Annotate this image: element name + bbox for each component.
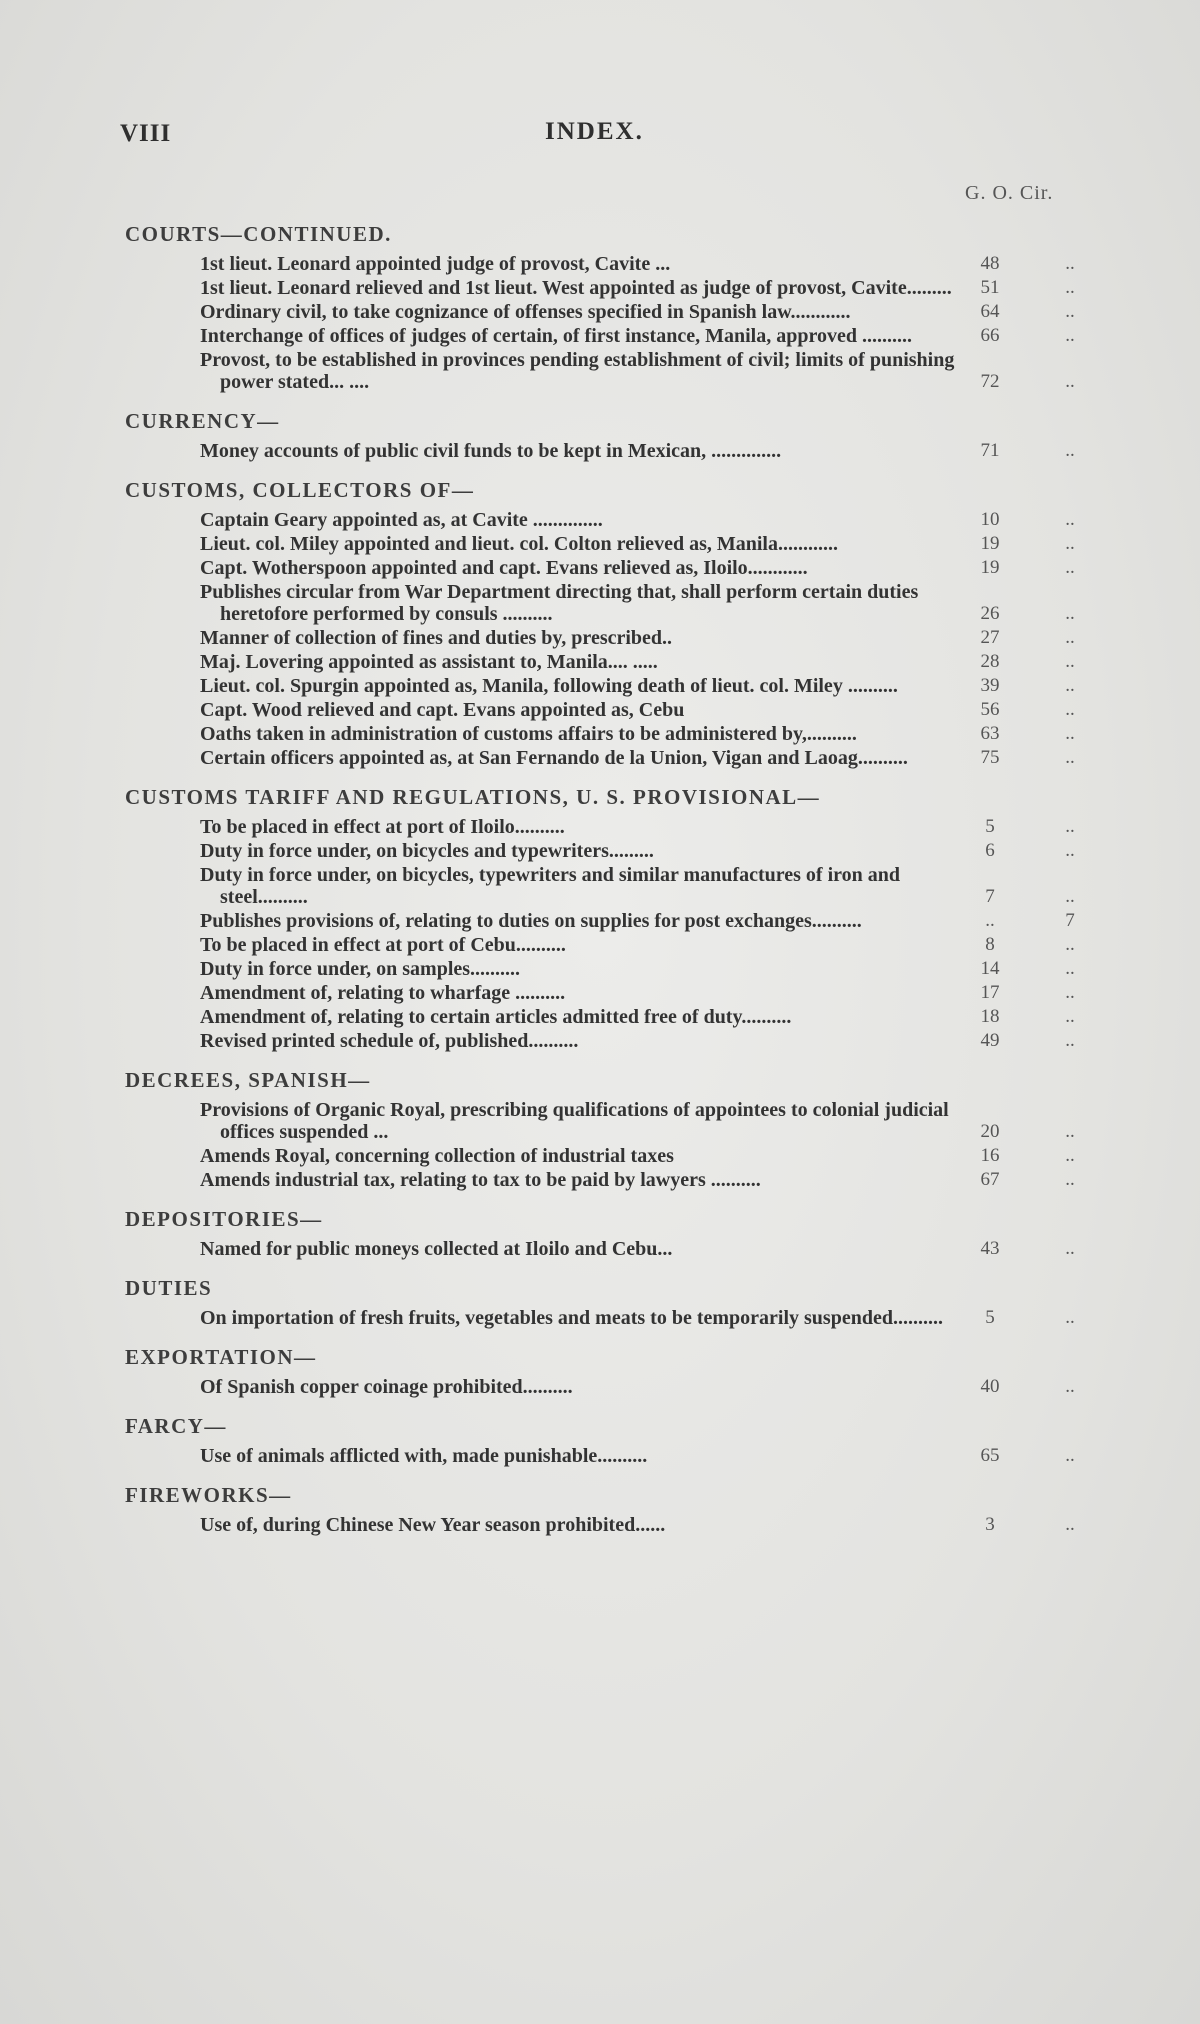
index-section: [125, 1068, 1095, 1191]
page-title: INDEX.: [545, 118, 644, 145]
general-order-number: 5: [985, 816, 995, 837]
general-order-number: 72: [980, 371, 1000, 392]
circular-number: ..: [1065, 1238, 1075, 1259]
circular-number: ..: [1065, 675, 1075, 696]
entry-text: Amendment of, relating to certain articles admitted free of duty..........: [200, 1006, 792, 1028]
circular-number: ..: [1065, 1121, 1075, 1142]
entry-text: Duty in force under, on samples..........: [200, 958, 521, 980]
entry-text: Oaths taken in administration of customs affairs to be administered by,..........: [200, 723, 857, 745]
index-section: [125, 222, 1095, 393]
circular-number: ..: [1065, 1169, 1075, 1190]
circular-number: ..: [1065, 1376, 1075, 1397]
circular-number: ..: [1065, 840, 1075, 861]
index-section: [125, 1276, 1095, 1329]
circular-number: ..: [1065, 1145, 1075, 1166]
index-section: [125, 785, 1095, 1052]
index-entry: [125, 1006, 1095, 1028]
entry-text: Publishes provisions of, relating to duties on supplies for post exchanges..........: [200, 910, 862, 932]
circular-number: ..: [1065, 958, 1075, 979]
general-order-number: 18: [980, 1006, 1000, 1027]
entry-text: Duty in force under, on bicycles and typewriters.........: [200, 840, 654, 862]
index-entry: [125, 958, 1095, 980]
index-entry: [125, 723, 1095, 745]
index-entry: [125, 1238, 1095, 1260]
circular-number: ..: [1065, 253, 1075, 274]
section-heading: DUTIES: [125, 1276, 213, 1300]
index-entry: [125, 1376, 1095, 1398]
circular-number: ..: [1065, 603, 1075, 624]
entry-text: Publishes circular from War Department directing that, shall perform certain duties heretofore performed by consuls ..........: [200, 581, 919, 625]
entry-text: Revised printed schedule of, published..........: [200, 1030, 579, 1052]
index-entry: [125, 1307, 1095, 1329]
section-heading: CUSTOMS TARIFF AND REGULATIONS, U. S. PROVISIONAL—: [125, 785, 821, 809]
entry-text: Provisions of Organic Royal, prescribing qualifications of appointees to colonial judicial offices suspended ...: [200, 1099, 949, 1143]
index-entry: [125, 325, 1095, 347]
index-content: [125, 222, 1095, 1552]
index-section: [125, 1414, 1095, 1467]
index-entry: [125, 934, 1095, 956]
general-order-number: 64: [980, 301, 1000, 322]
index-section: [125, 1483, 1095, 1536]
general-order-number: 14: [980, 958, 1000, 979]
column-header: G. O. Cir.: [965, 182, 1054, 204]
circular-number: ..: [1065, 723, 1075, 744]
circular-number: ..: [1065, 509, 1075, 530]
entry-text: Interchange of offices of judges of certain, of first instance, Manila, approved ..........: [200, 325, 912, 347]
entry-text: 1st lieut. Leonard relieved and 1st lieut. West appointed as judge of provost, Cavite.........: [200, 277, 952, 299]
general-order-number: 67: [980, 1169, 1000, 1190]
index-entry: [125, 509, 1095, 531]
index-entry: [125, 1514, 1095, 1536]
general-order-number: 3: [985, 1514, 995, 1535]
entry-text: To be placed in effect at port of Iloilo..........: [200, 816, 565, 838]
general-order-number: 63: [980, 723, 1000, 744]
entry-text: Named for public moneys collected at Iloilo and Cebu...: [200, 1238, 673, 1260]
entry-text: Provost, to be established in provinces pending establishment of civil; limits of punishing power stated... ....: [200, 349, 955, 393]
index-entry: [125, 533, 1095, 555]
index-entry: [125, 910, 1095, 932]
general-order-number: 6: [985, 840, 995, 861]
page-number: VIII: [120, 120, 172, 147]
circular-number: ..: [1065, 301, 1075, 322]
section-heading: DEPOSITORIES—: [125, 1207, 323, 1231]
index-entry: [125, 349, 1095, 393]
index-section: [125, 1345, 1095, 1398]
circular-number: ..: [1065, 699, 1075, 720]
general-order-number: 56: [980, 699, 1000, 720]
circular-number: ..: [1065, 1030, 1075, 1051]
index-entry: [125, 627, 1095, 649]
index-entry: [125, 1445, 1095, 1467]
general-order-number: 7: [985, 886, 995, 907]
general-order-number: 5: [985, 1307, 995, 1328]
circular-number: 7: [1065, 910, 1075, 931]
general-order-number: 19: [980, 533, 1000, 554]
entry-text: Use of animals afflicted with, made punishable..........: [200, 1445, 648, 1467]
general-order-number: 51: [980, 277, 1000, 298]
index-entry: [125, 675, 1095, 697]
index-entry: [125, 581, 1095, 625]
entry-text: Manner of collection of fines and duties by, prescribed..: [200, 627, 673, 649]
general-order-number: 16: [980, 1145, 1000, 1166]
entry-text: Amends Royal, concerning collection of industrial taxes: [200, 1145, 674, 1167]
entry-text: Ordinary civil, to take cognizance of offenses specified in Spanish law............: [200, 301, 851, 323]
entry-text: Lieut. col. Spurgin appointed as, Manila, following death of lieut. col. Miley ..........: [200, 675, 898, 697]
circular-number: ..: [1065, 747, 1075, 768]
circular-number: ..: [1065, 934, 1075, 955]
index-entry: [125, 982, 1095, 1004]
circular-number: ..: [1065, 1006, 1075, 1027]
index-entry: [125, 651, 1095, 673]
index-entry: [125, 440, 1095, 462]
circular-number: ..: [1065, 533, 1075, 554]
entry-text: Certain officers appointed as, at San Fernando de la Union, Vigan and Laoag..........: [200, 747, 908, 769]
section-heading: EXPORTATION—: [125, 1345, 317, 1369]
index-entry: [125, 557, 1095, 579]
circular-number: ..: [1065, 982, 1075, 1003]
section-heading: FARCY—: [125, 1414, 227, 1438]
index-section: [125, 478, 1095, 769]
general-order-number: 71: [980, 440, 1000, 461]
entry-text: Of Spanish copper coinage prohibited..........: [200, 1376, 573, 1398]
index-entry: [125, 1145, 1095, 1167]
general-order-number: 49: [980, 1030, 1000, 1051]
general-order-number: 17: [980, 982, 1000, 1003]
section-heading: DECREES, SPANISH—: [125, 1068, 371, 1092]
general-order-number: 40: [980, 1376, 1000, 1397]
index-section: [125, 409, 1095, 462]
general-order-number: 26: [980, 603, 1000, 624]
entry-text: On importation of fresh fruits, vegetables and meats to be temporarily suspended..........: [200, 1307, 943, 1329]
index-entry: [125, 1169, 1095, 1191]
section-heading: CUSTOMS, COLLECTORS OF—: [125, 478, 475, 502]
entry-text: Capt. Wotherspoon appointed and capt. Evans relieved as, Iloilo............: [200, 557, 808, 579]
circular-number: ..: [1065, 371, 1075, 392]
index-entry: [125, 253, 1095, 275]
circular-number: ..: [1065, 440, 1075, 461]
general-order-number: 43: [980, 1238, 1000, 1259]
circular-number: ..: [1065, 1514, 1075, 1535]
entry-text: Amends industrial tax, relating to tax to be paid by lawyers ..........: [200, 1169, 761, 1191]
circular-number: ..: [1065, 816, 1075, 837]
index-entry: [125, 301, 1095, 323]
section-heading: COURTS—CONTINUED.: [125, 222, 392, 246]
general-order-number: 65: [980, 1445, 1000, 1466]
circular-number: ..: [1065, 277, 1075, 298]
entry-text: Money accounts of public civil funds to be kept in Mexican, ..............: [200, 440, 782, 462]
entry-text: Maj. Lovering appointed as assistant to, Manila.... .....: [200, 651, 658, 673]
general-order-number: 39: [980, 675, 1000, 696]
general-order-number: 28: [980, 651, 1000, 672]
circular-number: ..: [1065, 651, 1075, 672]
index-entry: [125, 840, 1095, 862]
entry-text: Lieut. col. Miley appointed and lieut. col. Colton relieved as, Manila............: [200, 533, 838, 555]
index-entry: [125, 1099, 1095, 1143]
index-entry: [125, 277, 1095, 299]
general-order-number: 19: [980, 557, 1000, 578]
general-order-number: 48: [980, 253, 1000, 274]
index-section: [125, 1207, 1095, 1260]
entry-text: 1st lieut. Leonard appointed judge of provost, Cavite ...: [200, 253, 671, 275]
entry-text: Capt. Wood relieved and capt. Evans appointed as, Cebu: [200, 699, 685, 721]
general-order-number: 20: [980, 1121, 1000, 1142]
entry-text: Use of, during Chinese New Year season prohibited......: [200, 1514, 666, 1536]
circular-number: ..: [1065, 627, 1075, 648]
general-order-number: 27: [980, 627, 1000, 648]
general-order-number: ..: [985, 910, 995, 931]
circular-number: ..: [1065, 886, 1075, 907]
index-entry: [125, 1030, 1095, 1052]
circular-number: ..: [1065, 557, 1075, 578]
index-entry: [125, 699, 1095, 721]
index-entry: [125, 864, 1095, 908]
entry-text: Amendment of, relating to wharfage ..........: [200, 982, 566, 1004]
entry-text: Duty in force under, on bicycles, typewriters and similar manufactures of iron and steel..........: [200, 864, 901, 908]
circular-number: ..: [1065, 1307, 1075, 1328]
entry-text: Captain Geary appointed as, at Cavite ..............: [200, 509, 603, 531]
general-order-number: 8: [985, 934, 995, 955]
entry-text: To be placed in effect at port of Cebu..........: [200, 934, 566, 956]
general-order-number: 75: [980, 747, 1000, 768]
index-entry: [125, 747, 1095, 769]
circular-number: ..: [1065, 325, 1075, 346]
index-entry: [125, 816, 1095, 838]
circular-number: ..: [1065, 1445, 1075, 1466]
section-heading: FIREWORKS—: [125, 1483, 292, 1507]
general-order-number: 66: [980, 325, 1000, 346]
general-order-number: 10: [980, 509, 1000, 530]
section-heading: CURRENCY—: [125, 409, 280, 433]
